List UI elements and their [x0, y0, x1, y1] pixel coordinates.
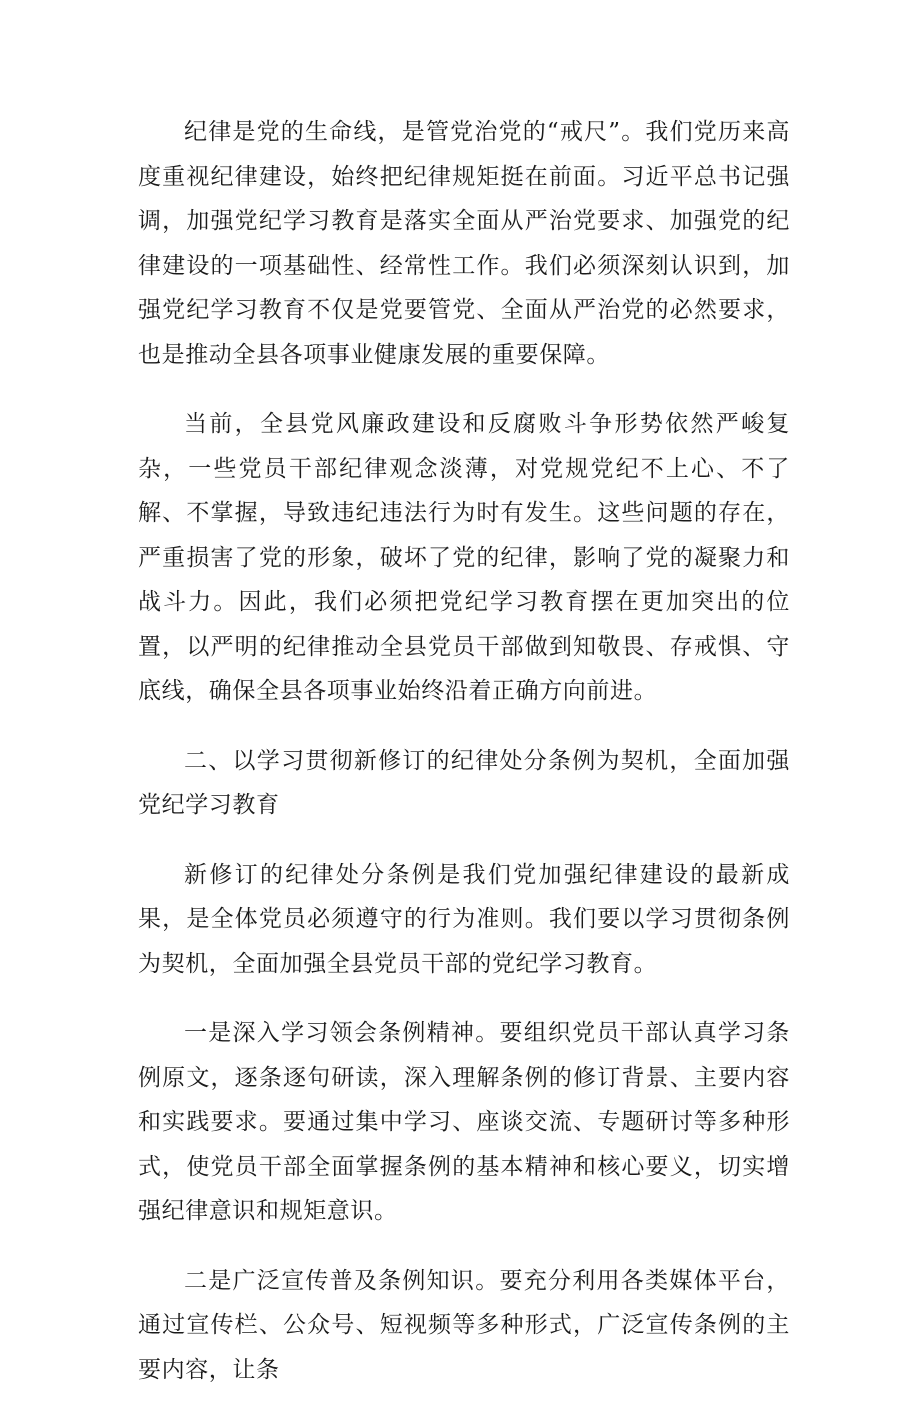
paragraph-point-two: 二是广泛宣传普及条例知识。要充分利用各类媒体平台，通过宣传栏、公众号、短视频等多种形式，广泛宣传条例的主要内容，让条 — [138, 1267, 790, 1383]
document-body — [138, 110, 790, 1417]
paragraph-new-regulations: 新修订的纪律处分条例是我们党加强纪律建设的最新成果，是全体党员必须遵守的行为准则。我们要以学习贯彻条例为契机，全面加强全县党员干部的党纪学习教育。 — [138, 861, 790, 977]
paragraph-current-situation: 当前，全县党风廉政建设和反腐败斗争形势依然严峻复杂，一些党员干部纪律观念淡薄，对党规党纪不上心、不了解、不掌握，导致违纪违法行为时有发生。这些问题的存在，严重损害了党的形象，破坏了党的纪律，影响了党的凝聚力和战斗力。因此，我们必须把党纪学习教育摆在更加突出的位置，以严明的纪律推动全县党员干部做到知敬畏、存戒惧、守底线，确保全县各项事业始终沿着正确方向前进。 — [138, 411, 790, 704]
section-heading-two: 二、以学习贯彻新修订的纪律处分条例为契机，全面加强党纪学习教育 — [138, 747, 790, 818]
paragraph-point-one: 一是深入学习领会条例精神。要组织党员干部认真学习条例原文，逐条逐句研读，深入理解条例的修订背景、主要内容和实践要求。要通过集中学习、座谈交流、专题研讨等多种形式，使党员干部全面掌握条例的基本精神和核心要义，切实增强纪律意识和规矩意识。 — [138, 1020, 790, 1224]
paragraph-discipline-lifeline: 纪律是党的生命线，是管党治党的“戒尺”。我们党历来高度重视纪律建设，始终把纪律规矩挺在前面。习近平总书记强调，加强党纪学习教育是落实全面从严治党要求、加强党的纪律建设的一项基础性、经常性工作。我们必须深刻认识到，加强党纪学习教育不仅是党要管党、全面从严治党的必然要求，也是推动全县各项事业健康发展的重要保障。 — [138, 119, 790, 368]
